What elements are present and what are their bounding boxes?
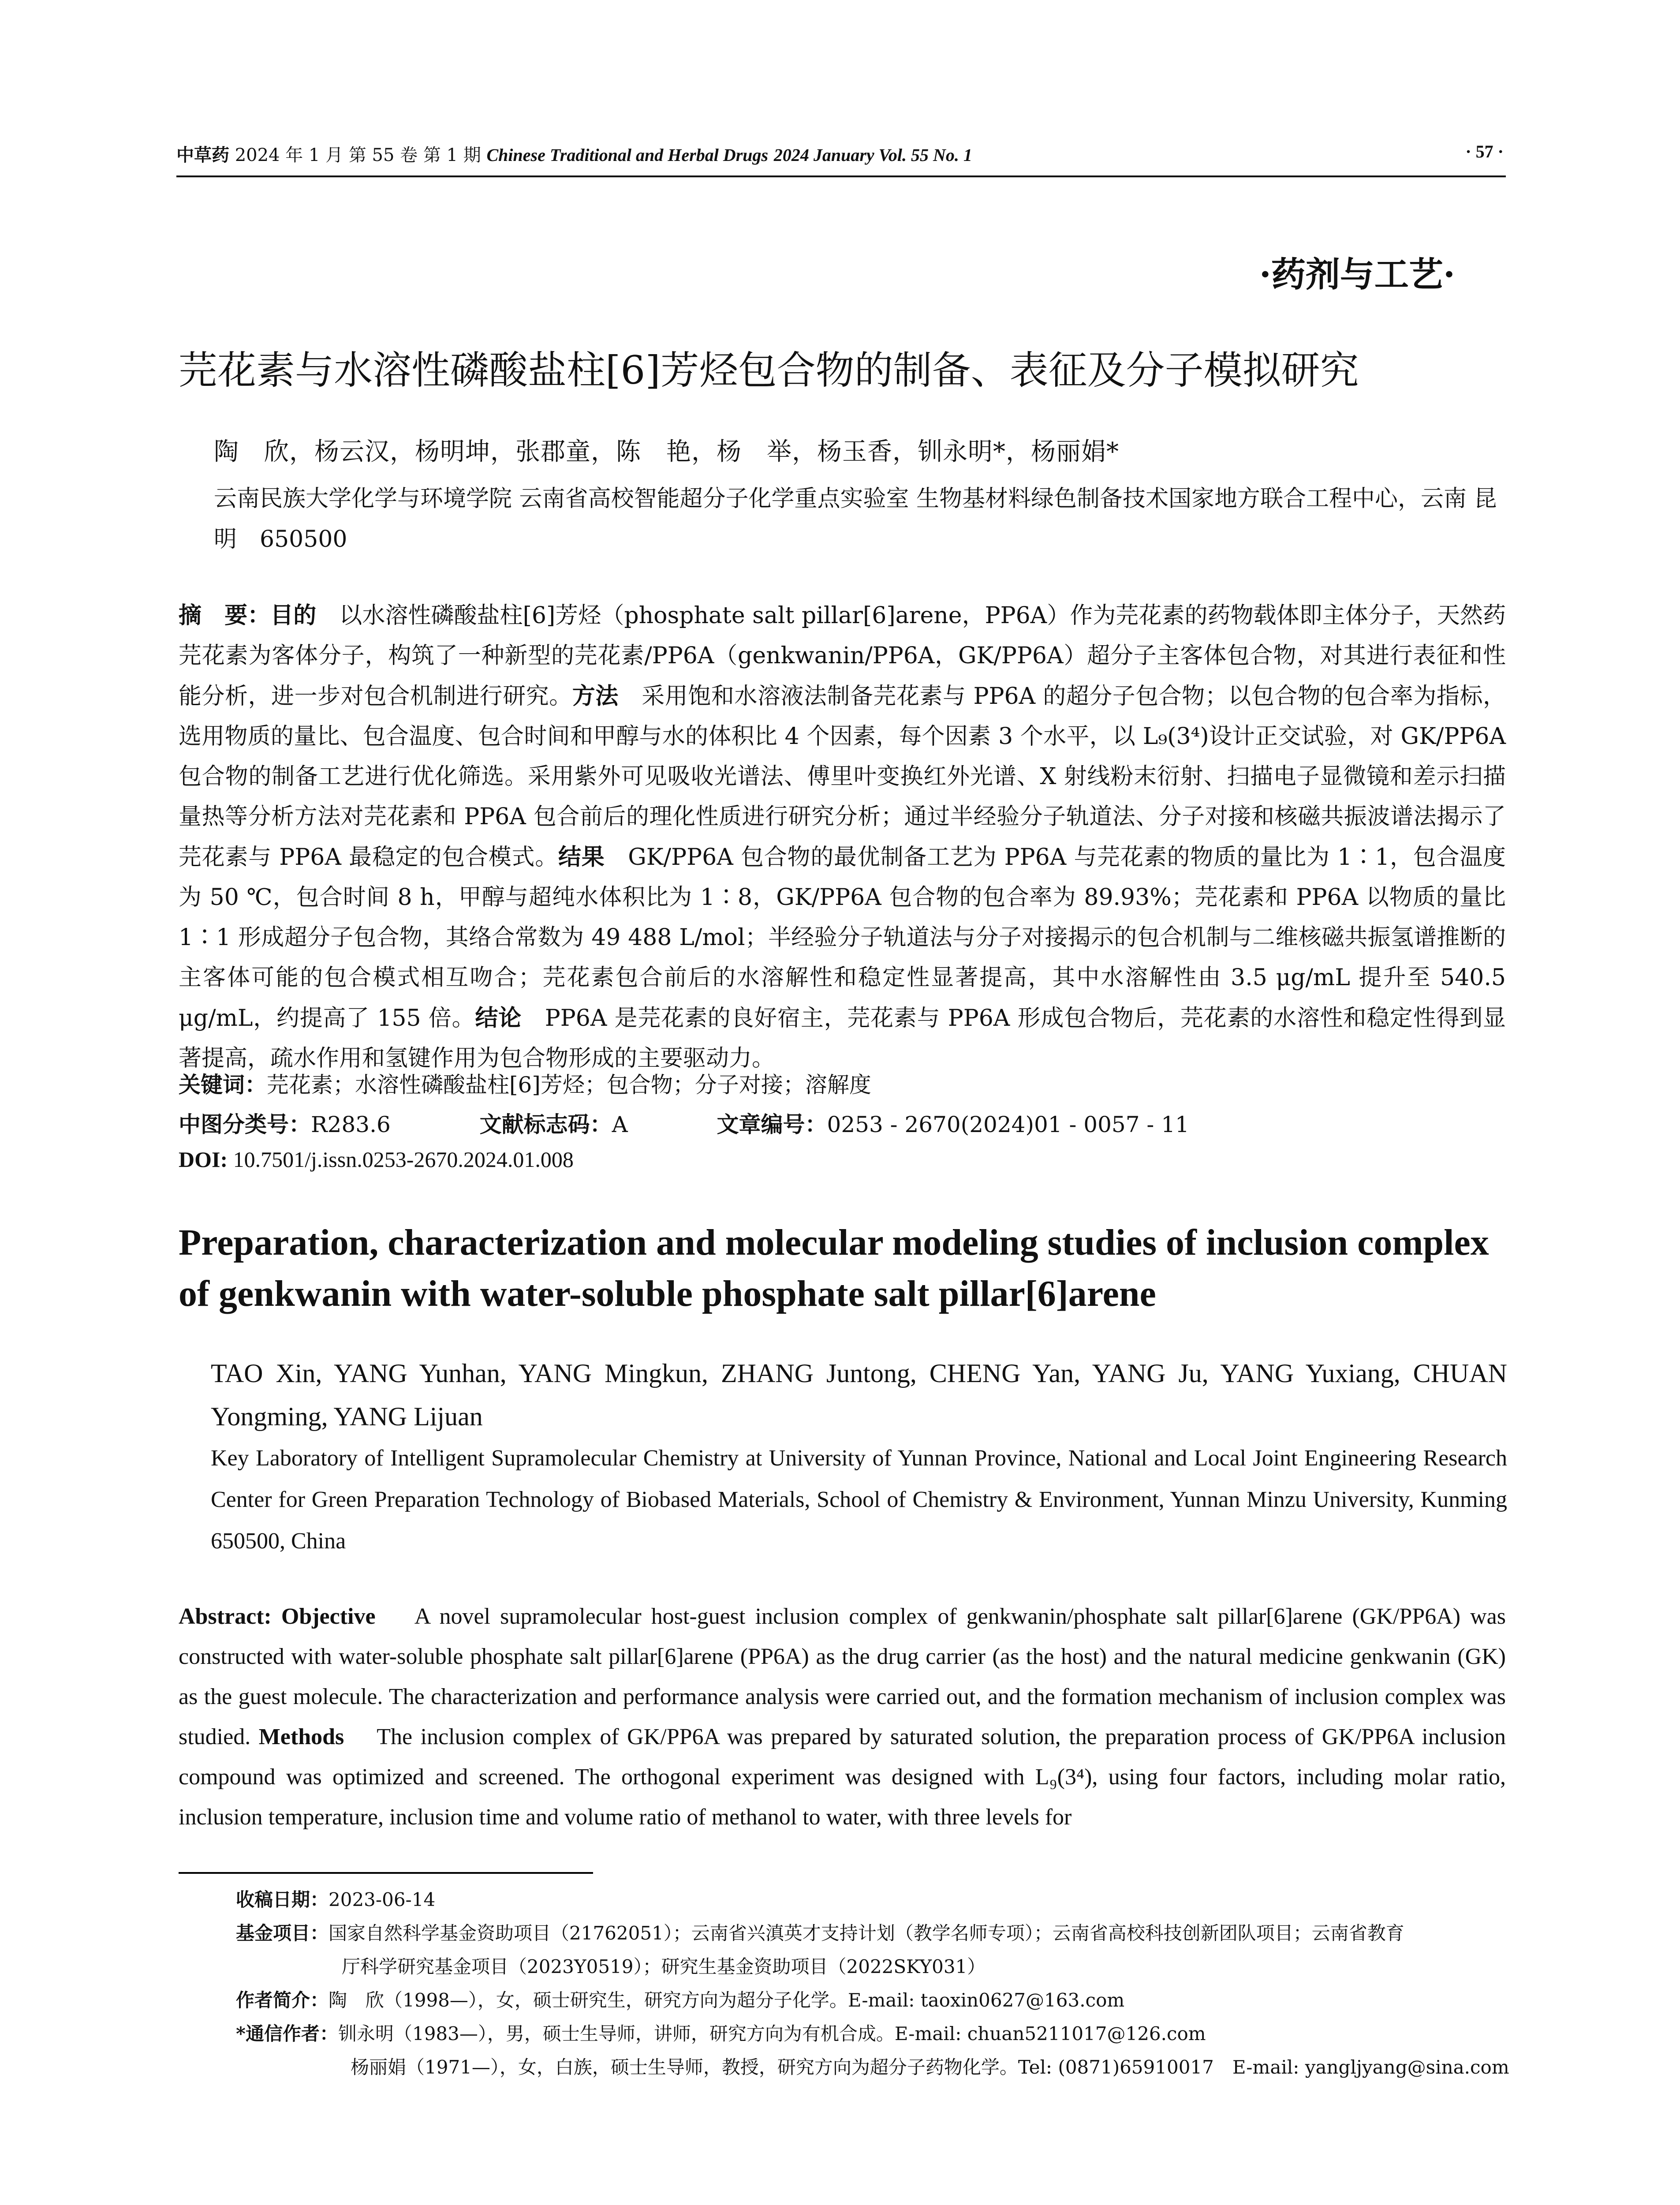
doi-line bbox=[179, 1147, 574, 1172]
objective-label-cn: 目的 bbox=[270, 602, 317, 629]
conclusion-cn: PP6A 是芫花素的良好宿主，芫花素与 PP6A 形成包合物后，芫花素的水溶性和稳定性得到显著提高，疏水作用和氢键作用为包合物形成的主要驱动力。 bbox=[179, 1005, 1506, 1072]
results-cn: GK/PP6A 包合物的最优制备工艺为 PP6A 与芫花素的物质的量比为 1∶1，包合温度为 50 ℃，包合时间 8 h，甲醇与超纯水体积比为 1∶8，GK/PP6A 包合物的包合率为 89.93%；芫花素和 PP6A 以物质的量比 1∶1 形成超分子包合物，其络合常数为 49 488 L/mol；半经验分子轨道法与分子对接揭示的包合机制与二维核磁共振氢谱推断的主客体可能的包合模式相互吻合；芫花素包合前后的水溶解性和稳定性显著提高，其中水溶解性由 3.5 μg/mL 提升至 540.5 μg/mL，约提高了 155 倍。 bbox=[179, 844, 1506, 1031]
methods-cn: 采用饱和水溶液法制备芫花素与 PP6A 的超分子包合物；以包合物的包合率为指标，选用物质的量比、包合温度、包合时间和甲醇与水的体积比 4 个因素，每个因素 3 个水平，以 L₉(3⁴)设计正交试验，对 GK/PP6A 包合物的制备工艺进行优化筛选。采用紫外可见吸收光谱法、傅里叶变换红外光谱、X 射线粉末衍射、扫描电子显微镜和差示扫描量热等分析方法对芫花素和 PP6A 包合前后的理化性质进行研究分析；通过半经验分子轨道法、分子对接和核磁共振波谱法揭示了芫花素与 PP6A 最稳定的包合模式。 bbox=[179, 683, 1506, 871]
classification-line bbox=[179, 1107, 1506, 1139]
abstract-en bbox=[179, 1596, 1506, 1837]
corresponding-author: *通信作者：钏永明（1983—），男，硕士生导师，讲师，研究方向为有机合成。E-mail: chuan5211017@126.com bbox=[236, 2023, 1206, 2044]
footnotes bbox=[236, 1883, 1510, 2084]
article-no-label: 文章编号： bbox=[717, 1111, 827, 1137]
doc-code-label: 文献标志码： bbox=[479, 1111, 612, 1137]
authors-en: TAO Xin, YANG Yunhan, YANG Mingkun, ZHANG Juntong, CHENG Yan, YANG Ju, YANG Yuxiang, CHUAN Yongming, YANG Lijuan bbox=[211, 1359, 1507, 1431]
received-date: 收稿日期：2023-06-14 bbox=[236, 1889, 436, 1910]
title-cn: 芫花素与水溶性磷酸盐柱[6]芳烃包合物的制备、表征及分子模拟研究 bbox=[179, 348, 1359, 393]
abstract-cn bbox=[179, 595, 1506, 1079]
affiliation-cn: 云南民族大学化学与环境学院 云南省高校智能超分子化学重点实验室 生物基材料绿色制备技术国家地方联合工程中心，云南 昆明 650500 bbox=[214, 486, 1497, 553]
clc-value: R283.6 bbox=[311, 1112, 391, 1137]
affiliation-en: Key Laboratory of Intelligent Supramolecular Chemistry at University of Yunnan Province, National and Local Joint Engineering Research Center for Green Preparation Technology of Biobased Materials, School of Chemistry & Environment, Yunnan Minzu University, Kunming 650500, China bbox=[211, 1446, 1507, 1554]
journal-name-cn: 中草药 bbox=[176, 145, 229, 165]
doi-label: DOI: bbox=[179, 1147, 228, 1172]
objective-cn: 以水溶性磷酸盐柱[6]芳烃（phosphate salt pillar[6]arene，PP6A）作为芫花素的药物载体即主体分子，天然药芫花素为客体分子，构筑了一种新型的芫花素/PP6A（genkwanin/PP6A，GK/PP6A）超分子主客体包合物，对其进行表征和性能分析，进一步对包合机制进行研究。 bbox=[179, 602, 1506, 710]
conclusion-label-cn: 结论 bbox=[475, 1005, 522, 1031]
methods-en: The inclusion complex of GK/PP6A was prepared by saturated solution, the preparation process of GK/PP6A inclusion compound was optimized and screened. The orthogonal experiment was designed with L₉(3⁴), using four factors, including molar ratio, inclusion temperature, inclusion time and volume ratio of methanol to water, with three levels for bbox=[179, 1724, 1506, 1830]
authors-cn: 陶 欣，杨云汉，杨明坤，张郡童，陈 艳，杨 举，杨玉香，钏永明*，杨丽娟* bbox=[214, 437, 1119, 466]
doc-code-value: A bbox=[612, 1112, 628, 1137]
fund-info-cont: 厅科学研究基金项目（2023Y0519）；研究生基金资助项目（2022SKY031） bbox=[342, 1956, 986, 1977]
header-divider bbox=[176, 176, 1506, 177]
abstract-label-en: Abstract: Objective bbox=[179, 1604, 376, 1629]
objective-en: A novel supramolecular host-guest inclusion complex of genkwanin/phosphate salt pillar[6]arene (GK/PP6A) was constructed with water-soluble phosphate salt pillar[6]arene (PP6A) as the drug carrier (as the host) and the natural medicine genkwanin (GK) as the guest molecule. The characterization and performance analysis were carried out, and the formation mechanism of inclusion complex was studied. bbox=[179, 1604, 1506, 1749]
fund-info: 基金项目：国家自然科学基金资助项目（21762051）；云南省兴滇英才支持计划（教学名师专项）；云南省高校科技创新团队项目；云南省教育 bbox=[236, 1922, 1404, 1944]
issue-cn: 2024 年 1 月 第 55 卷 第 1 期 bbox=[235, 145, 481, 165]
author-bio: 作者简介：陶 欣（1998—），女，硕士研究生，研究方向为超分子化学。E-mail: taoxin0627@163.com bbox=[236, 1989, 1125, 2011]
clc-label: 中图分类号： bbox=[179, 1111, 311, 1137]
footnote-divider bbox=[179, 1872, 593, 1874]
corresponding-author-2: 杨丽娟（1971—），女，白族，硕士生导师，教授，研究方向为超分子药物化学。Tel: (0871)65910017 E-mail: yangljyang@sina.com bbox=[351, 2056, 1509, 2078]
keywords-text: 芫花素；水溶性磷酸盐柱[6]芳烃；包合物；分子对接；溶解度 bbox=[267, 1072, 871, 1098]
methods-label-en: Methods bbox=[258, 1724, 344, 1749]
results-label-cn: 结果 bbox=[558, 844, 605, 871]
keywords bbox=[179, 1067, 871, 1099]
section-label: ·药剂与工艺· bbox=[1259, 254, 1455, 295]
issue-en: 2024 January Vol. 55 No. 1 bbox=[773, 145, 972, 165]
methods-label-cn: 方法 bbox=[572, 683, 619, 710]
running-header bbox=[176, 141, 1504, 176]
article-no-value: 0253 - 2670(2024)01 - 0057 - 11 bbox=[827, 1112, 1189, 1137]
doi-value[interactable]: 10.7501/j.issn.0253-2670.2024.01.008 bbox=[233, 1147, 574, 1172]
keywords-label: 关键词： bbox=[179, 1072, 267, 1098]
journal-name-en: Chinese Traditional and Herbal Drugs bbox=[486, 145, 769, 165]
page-number: · 57 · bbox=[1465, 142, 1504, 161]
title-en: Preparation, characterization and molecular modeling studies of inclusion complex of genkwanin with water-soluble phosphate salt pillar[6]arene bbox=[179, 1222, 1489, 1314]
abstract-label-cn: 摘 要： bbox=[179, 602, 271, 629]
